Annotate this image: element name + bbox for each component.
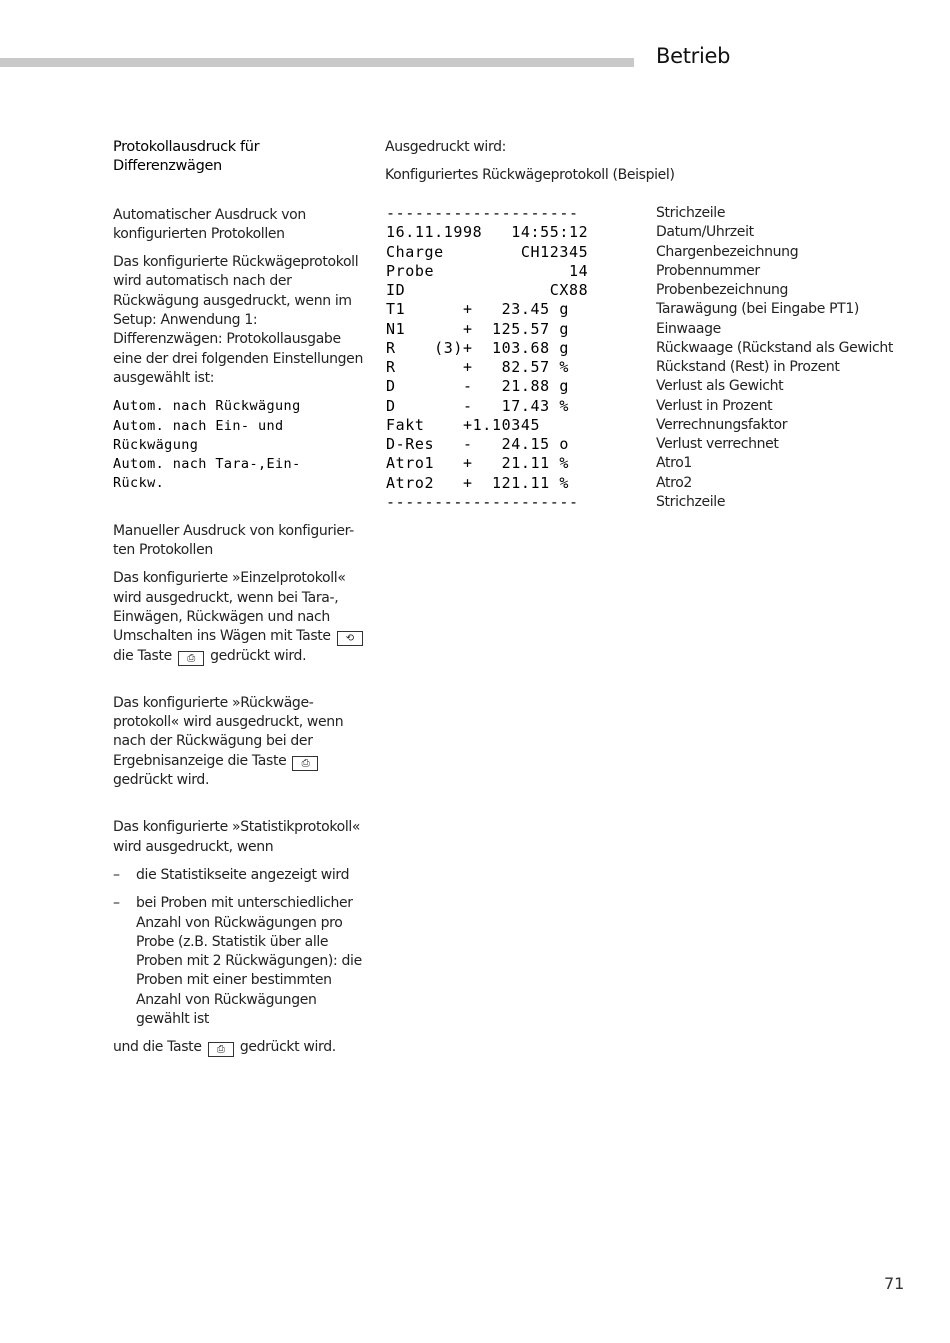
middle-column (385, 138, 705, 195)
printout-line: Atro1 + 21.11 % (386, 454, 569, 473)
printout-line: D-Res - 24.15 o (386, 435, 569, 453)
printout-line: -------------------- (386, 204, 579, 222)
printout-line: R + 82.57 % (386, 358, 569, 376)
protocol-title: Konfiguriertes Rückwägeprotokoll (Beispiel) (385, 167, 675, 184)
printout-label: Atro1 (656, 455, 692, 472)
print-key-icon: ⎙ (208, 1042, 234, 1057)
statistik-list (113, 866, 365, 1029)
einzel-text: Das konfigurierte »Einzelprotokoll« wird ausgedruckt, wenn bei Tara-, Einwägen, Rückwägen und nach Umschalten ins Wägen mit Taste (113, 570, 346, 645)
printout-line: D - 17.43 % (386, 396, 569, 415)
printout-labels (656, 204, 916, 512)
printout-line: Atro2 + 121.11 % (386, 473, 569, 492)
list-item: – die Statistikseite angezeigt wird (113, 866, 365, 885)
setting-line: Rückwägung (113, 436, 199, 453)
einzel-text-2: die Taste (113, 647, 172, 664)
final-text-2: gedrückt wird. (239, 1039, 336, 1056)
printout-line: 16.11.1998 14:55:12 (386, 223, 589, 242)
final-text: und die Taste (113, 1039, 202, 1056)
list-item: – bei Proben mit unterschiedlicher Anzahl von Rückwägungen pro Probe (z.B. Statistik über alle Proben mit 2 Rückwägungen): die Proben mit einer bestimmten Anzahl von Rückwägungen gewählt ist (113, 894, 365, 1029)
printout-label: Verlust als Gewicht (656, 378, 784, 395)
printout-label: Probennummer (656, 262, 760, 279)
printout-label: Probenbezeichnung (656, 282, 789, 298)
printout-line: Charge CH12345 (386, 242, 589, 261)
switch-key-icon: ⟲ (337, 631, 363, 646)
page-number: 71 (884, 1274, 905, 1293)
einzel-text-3: gedrückt wird. (210, 647, 307, 664)
setting-line: Autom. nach Rückwägung (113, 398, 301, 415)
setting-line: Autom. nach Ein- und (113, 417, 284, 434)
printout-line: -------------------- (386, 492, 579, 511)
printout-line: Probe 14 (386, 261, 589, 280)
printout-label: Rückstand (Rest) in Prozent (656, 359, 840, 375)
print-key-icon: ⎙ (178, 651, 204, 666)
printout-line: Fakt +1.10345 (386, 415, 541, 434)
printout-line: N1 + 125.57 g (386, 319, 569, 338)
auto-subheading: Automatischer Ausdruck von konfigurierten Protokollen (113, 206, 306, 242)
header-rule (0, 58, 634, 67)
printout-label: Tarawägung (bei Eingabe PT1) (656, 301, 860, 318)
printout-label: Strichzeile (656, 205, 726, 221)
printout-line: ID CX88 (386, 281, 589, 299)
left-column (113, 138, 365, 1058)
printed-label: Ausgedruckt wird: (385, 139, 507, 155)
printout-label: Chargenbezeichnung (656, 243, 799, 260)
printout-sample (386, 204, 588, 512)
statistik-paragraph: Das konfigurierte »Statistikprotokoll« wird ausgedruckt, wenn (113, 819, 361, 855)
printout-line: D - 21.88 g (386, 377, 569, 396)
rueck-text: Das konfigurierte »Rückwäge-protokoll« wird ausgedruckt, wenn nach der Rückwägung bei der Ergebnisanzeige die Taste (113, 694, 344, 769)
printout-label: Verlust verrechnet (656, 436, 779, 452)
section-title: Betrieb (656, 44, 731, 68)
printout-label: Atro2 (656, 474, 692, 491)
printout-label: Einwaage (656, 320, 721, 337)
rueck-paragraph (113, 694, 365, 790)
rueck-text-2: gedrückt wird. (113, 772, 210, 789)
einzel-paragraph (113, 569, 365, 665)
setting-line: Rückw. (113, 475, 165, 492)
printout-label: Verrechnungsfaktor (656, 416, 788, 433)
manual-subheading: Manueller Ausdruck von konfigurier-ten Protokollen (113, 522, 354, 559)
printout-label: Datum/Uhrzeit (656, 224, 754, 241)
final-paragraph (113, 1038, 365, 1057)
setting-line: Autom. nach Tara-,Ein- (113, 456, 301, 473)
auto-paragraph: Das konfigurierte Rückwägeprotokoll wird automatisch nach der Rückwägung ausgedruckt, wenn im Setup: Anwendung 1: Differenzwägen: Protokollausgabe eine der drei folgenden Einstellungen ausgewählt ist: (113, 254, 363, 386)
printout-label: Strichzeile (656, 493, 726, 510)
setting-options (113, 397, 365, 493)
printout-label: Rückwaage (Rückstand als Gewicht (656, 339, 894, 356)
section-heading: Protokollausdruck für Differenzwägen (113, 139, 260, 175)
printout-label: Verlust in Prozent (656, 397, 773, 414)
printout-line: R (3)+ 103.68 g (386, 338, 569, 357)
printout-line: T1 + 23.45 g (386, 300, 569, 319)
print-key-icon: ⎙ (292, 756, 318, 771)
